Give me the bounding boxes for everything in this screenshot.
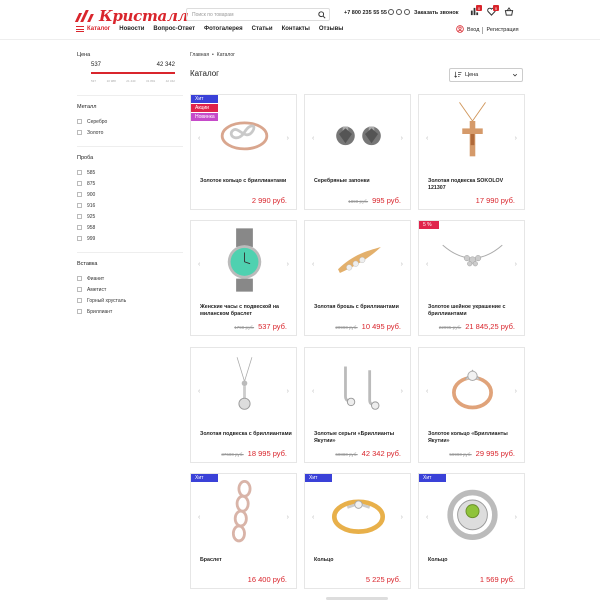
product-price: 1 569 руб. [479, 575, 515, 584]
checkbox[interactable] [77, 214, 82, 219]
product-card[interactable] [418, 347, 525, 463]
page-title: Каталог [190, 69, 220, 78]
chevron-left-icon[interactable]: ‹ [198, 388, 201, 395]
logo-text: Кристалл [99, 7, 189, 25]
checkbox[interactable] [77, 225, 82, 230]
chevron-left-icon[interactable]: ‹ [312, 388, 315, 395]
price-min[interactable]: 537 [91, 62, 102, 68]
product-name[interactable]: Золотые серьги «Бриллианты Якутии» [314, 431, 395, 444]
product-name[interactable]: Серебряные запонки [314, 178, 370, 184]
option-label: Аметист [87, 286, 107, 293]
product-labels [419, 221, 439, 229]
chevron-right-icon[interactable]: › [514, 514, 517, 521]
metal-filter-title: Металл [77, 104, 97, 110]
filter-option[interactable] [77, 200, 183, 211]
scale-tick: 42 342 [165, 79, 175, 83]
label-hit: Хит [191, 474, 218, 482]
gold-ring-icon[interactable] [325, 478, 392, 548]
label-hit: Хит [419, 474, 446, 482]
search-input[interactable] [187, 12, 313, 18]
option-label: 875 [87, 180, 96, 187]
product-labels [305, 474, 332, 482]
chevron-left-icon[interactable]: ‹ [198, 514, 201, 521]
product-card[interactable] [304, 473, 411, 589]
checkbox[interactable] [77, 276, 82, 281]
whatsapp-icon[interactable] [396, 9, 402, 15]
ring-infinity-icon[interactable] [211, 99, 278, 169]
register-link[interactable]: Регистрация [486, 27, 519, 33]
filter-option[interactable] [77, 284, 183, 295]
scale-tick: 31 891 [146, 79, 156, 83]
favorites-badge: 0 [494, 5, 498, 11]
chevron-right-icon[interactable]: › [286, 388, 289, 395]
product-card[interactable] [304, 220, 411, 336]
product-prices [348, 196, 401, 205]
logo-mark-icon [74, 10, 96, 22]
auth-links [456, 25, 519, 35]
product-price: 995 руб. [372, 196, 401, 205]
green-stone-ring-icon[interactable] [439, 478, 506, 548]
price-scale [91, 79, 175, 83]
filter-option[interactable] [77, 295, 183, 306]
search-box [186, 8, 330, 21]
main-nav [76, 26, 352, 32]
compare-icon[interactable] [470, 7, 479, 16]
compare-badge: 0 [477, 5, 481, 11]
product-card[interactable] [304, 347, 411, 463]
label-aktsii: Акции [191, 104, 218, 112]
product-card[interactable] [190, 347, 297, 463]
product-price: 10 495 руб. [361, 322, 401, 331]
option-label: 900 [87, 191, 96, 198]
solitaire-ring-icon[interactable] [439, 352, 506, 422]
product-name[interactable]: Женские часы с подвеской на миланском браслет [200, 304, 280, 317]
product-name[interactable]: Золотое кольцо «Бриллианты Якутии» [428, 431, 508, 444]
product-name[interactable]: Золотое кольцо с бриллиантами [200, 178, 287, 184]
checkbox[interactable] [77, 181, 82, 186]
catalog-label: Каталог [87, 26, 111, 32]
chevron-left-icon[interactable]: ‹ [426, 135, 429, 142]
breadcrumb-separator: • [212, 52, 214, 58]
label-disc: 5 % [419, 221, 439, 229]
filter-option[interactable] [77, 222, 183, 233]
phone-number[interactable]: +7 800 235 55 55 [344, 10, 387, 16]
product-name[interactable]: Браслет [200, 557, 222, 563]
checkbox[interactable] [77, 309, 82, 314]
chevron-right-icon[interactable]: › [400, 514, 403, 521]
search-icon[interactable] [317, 11, 326, 19]
price-range-slider[interactable] [91, 70, 175, 76]
chevron-left-icon[interactable]: ‹ [312, 135, 315, 142]
product-name[interactable]: Кольцо [314, 557, 334, 563]
product-card[interactable] [418, 473, 525, 589]
product-name[interactable]: Кольцо [428, 557, 448, 563]
label-hit: Хит [305, 474, 332, 482]
product-prices [252, 196, 287, 205]
product-prices [480, 575, 515, 584]
viber-icon[interactable] [404, 9, 410, 15]
price-max[interactable]: 42 342 [156, 62, 175, 68]
chevron-left-icon[interactable]: ‹ [426, 388, 429, 395]
product-card[interactable] [304, 94, 411, 210]
breadcrumb [190, 52, 235, 58]
product-price: 17 990 руб. [475, 196, 515, 205]
checkbox[interactable] [77, 130, 82, 135]
product-price: 29 995 руб. [475, 449, 515, 458]
option-label: Бриллиант [87, 308, 113, 315]
old-price: 37600 руб. [221, 452, 244, 457]
product-labels [191, 474, 218, 482]
watch-icon[interactable] [211, 225, 278, 295]
chevron-left-icon[interactable]: ‹ [198, 261, 201, 268]
product-prices [476, 196, 515, 205]
range-fill [91, 72, 175, 74]
scale-tick: 21 440 [126, 79, 136, 83]
checkbox[interactable] [77, 192, 82, 197]
filter-option[interactable] [77, 178, 183, 189]
old-price: 60880 руб. [335, 452, 358, 457]
product-prices [221, 449, 287, 458]
header-icons [470, 7, 513, 16]
product-price: 21 845,25 руб. [465, 322, 515, 331]
product-prices [366, 575, 401, 584]
product-card[interactable] [190, 473, 297, 589]
cufflinks-icon[interactable] [325, 99, 392, 169]
chevron-left-icon[interactable]: ‹ [426, 261, 429, 268]
burger-icon [76, 26, 84, 32]
filter-option[interactable] [77, 306, 183, 317]
label-novinka: Новинка [191, 113, 218, 121]
bracelet-icon[interactable] [211, 478, 278, 548]
product-prices [335, 322, 401, 331]
nav-contacts[interactable]: Контакты [281, 26, 310, 32]
chevron-down-icon [512, 72, 518, 80]
old-price: 1790 руб. [234, 325, 255, 330]
filter-option[interactable] [77, 167, 183, 178]
divider [77, 146, 183, 147]
chevron-right-icon[interactable]: › [400, 135, 403, 142]
cart-icon[interactable] [504, 7, 513, 16]
option-label: 585 [87, 169, 96, 176]
proba-filter-title: Проба [77, 155, 94, 161]
filter-option[interactable] [77, 211, 183, 222]
product-prices [439, 322, 515, 331]
divider [77, 252, 183, 253]
filter-option[interactable] [77, 116, 183, 127]
product-labels [419, 474, 446, 482]
chevron-right-icon[interactable]: › [286, 261, 289, 268]
product-name[interactable]: Золотое шейное украшение с бриллиантами [428, 304, 506, 317]
callback-link[interactable]: Заказать звонок [414, 10, 459, 16]
checkbox[interactable] [77, 203, 82, 208]
product-name[interactable]: Золотая брошь с бриллиантами [314, 304, 399, 310]
filter-option[interactable] [77, 233, 183, 244]
filter-sidebar [77, 52, 183, 317]
breadcrumb-current: Каталог [216, 52, 235, 58]
catalog-menu-button[interactable] [76, 26, 110, 32]
option-label: 958 [87, 224, 96, 231]
user-icon[interactable] [456, 25, 464, 35]
divider [77, 95, 183, 96]
login-link[interactable]: Вход [467, 27, 480, 33]
logo[interactable] [74, 7, 188, 25]
nav-gallery[interactable]: Фотогалерея [204, 26, 243, 32]
product-card[interactable] [190, 94, 297, 210]
product-card[interactable] [190, 220, 297, 336]
product-prices [248, 575, 287, 584]
scale-tick: 10 988 [106, 79, 116, 83]
product-labels [191, 95, 218, 121]
telegram-icon[interactable] [388, 9, 394, 15]
checkbox[interactable] [77, 170, 82, 175]
chevron-right-icon[interactable]: › [514, 388, 517, 395]
messengers [388, 9, 410, 15]
old-price: 22995 руб. [438, 325, 462, 330]
nav-faq[interactable]: Вопрос-Ответ [153, 26, 196, 32]
option-label: 925 [87, 213, 96, 220]
checkbox[interactable] [77, 298, 82, 303]
nav-articles[interactable]: Статьи [251, 26, 273, 32]
brooch-icon[interactable] [325, 225, 392, 295]
chevron-left-icon[interactable]: ‹ [426, 514, 429, 521]
necklace-icon[interactable] [439, 225, 506, 295]
auth-divider [482, 27, 483, 34]
price-filter-title: Цена [77, 52, 91, 58]
filter-option[interactable] [77, 189, 183, 200]
drop-pendant-icon[interactable] [211, 352, 278, 422]
old-price: 20990 руб. [335, 325, 358, 330]
product-prices [234, 322, 287, 331]
chevron-right-icon[interactable]: › [286, 135, 289, 142]
chevron-left-icon[interactable]: ‹ [198, 135, 201, 142]
product-card[interactable] [418, 220, 525, 336]
sort-icon [454, 71, 462, 80]
site-header [0, 0, 600, 40]
product-name[interactable]: Золотая подвеска SOKOLOV 121307 [428, 178, 504, 191]
product-price: 5 225 руб. [365, 575, 401, 584]
insert-filter-title: Вставка [77, 261, 98, 267]
chevron-right-icon[interactable]: › [514, 135, 517, 142]
old-price: 1890 руб. [348, 199, 369, 204]
old-price: 59990 руб. [449, 452, 472, 457]
scale-tick: 537 [91, 79, 97, 83]
filter-option[interactable] [77, 127, 183, 138]
option-label: Горный хрусталь [87, 297, 127, 304]
earrings-icon[interactable] [325, 352, 392, 422]
product-card[interactable] [418, 94, 525, 210]
product-prices [449, 449, 515, 458]
chevron-left-icon[interactable]: ‹ [312, 514, 315, 521]
chevron-right-icon[interactable]: › [400, 261, 403, 268]
label-hit: Хит [191, 95, 218, 103]
product-prices [335, 449, 401, 458]
checkbox[interactable] [77, 236, 82, 241]
favorites-icon[interactable] [487, 7, 496, 16]
option-label: Золото [87, 129, 104, 136]
option-label: Серебро [87, 118, 108, 125]
checkbox[interactable] [77, 287, 82, 292]
chevron-right-icon[interactable]: › [514, 261, 517, 268]
option-label: 999 [87, 235, 96, 242]
price-values [91, 62, 175, 68]
product-price: 537 руб. [258, 322, 287, 331]
nav-news[interactable]: Новости [119, 26, 145, 32]
sort-select[interactable] [449, 68, 523, 82]
nav-reviews[interactable]: Отзывы [318, 26, 344, 32]
chevron-right-icon[interactable]: › [286, 514, 289, 521]
filter-option[interactable] [77, 273, 183, 284]
checkbox[interactable] [77, 119, 82, 124]
product-name[interactable]: Золотая подвеска с бриллиантами [200, 431, 292, 437]
option-label: Фианит [87, 275, 105, 282]
option-label: 916 [87, 202, 96, 209]
product-price: 42 342 руб. [361, 449, 401, 458]
product-price: 16 400 руб. [247, 575, 287, 584]
cross-pendant-icon[interactable] [439, 99, 506, 169]
product-price: 18 995 руб. [247, 449, 287, 458]
breadcrumb-home[interactable]: Главная [190, 52, 210, 58]
sort-label: Цена [465, 72, 479, 78]
chevron-left-icon[interactable]: ‹ [312, 261, 315, 268]
chevron-right-icon[interactable]: › [400, 388, 403, 395]
product-price: 2 990 руб. [251, 196, 287, 205]
